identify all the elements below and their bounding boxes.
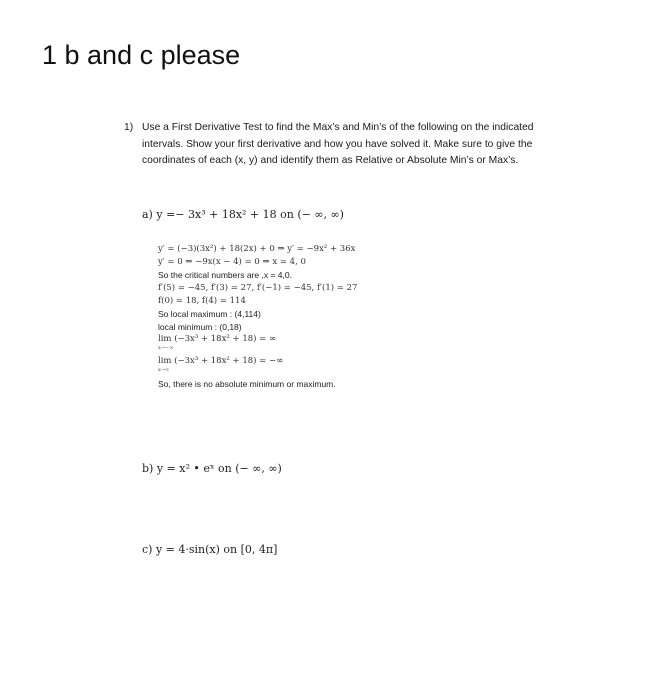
problem-instructions-block: [124, 120, 554, 170]
solution-line-function-values: f(0) = 18, f(4) = 114: [158, 296, 246, 306]
solution-limit-pos-inf: [158, 356, 458, 378]
part-a-expression: y =− 3x³ + 18x² + 18 on (− ∞, ∞): [156, 208, 344, 221]
solution-limit-neg-inf: [158, 334, 458, 356]
part-b-equation: [142, 462, 282, 475]
part-b-label: b): [142, 462, 154, 475]
limit-expression: lim (−3x³ + 18x² + 18) = ∞: [158, 334, 277, 344]
solution-line-local-min: local minimum : (0,18): [158, 322, 242, 332]
problem-document: [124, 120, 554, 170]
solution-line-zeros: y′ = 0 ⇒ −9x(x − 4) = 0 ⇒ x = 4, 0: [158, 257, 306, 267]
part-b-expression: y = x² • eˣ on (− ∞, ∞): [156, 462, 282, 475]
problem-instructions: Use a First Derivative Test to find the Max’s and Min’s of the following on the indicated intervals. Show your first derivative and how you have solved it. Make sure to give the coordinates of each (x, y) and identify them as Relative or Absolute Min’s or Max’s.: [142, 122, 534, 166]
solution-conclusion: So, there is no absolute minimum or maximum.: [158, 379, 336, 389]
part-a-equation: [142, 208, 344, 221]
solution-line-critical-numbers: So the critical numbers are ,x = 4,0.: [158, 270, 292, 280]
part-c-expression: y = 4·sin(x) on [0, 4π]: [155, 543, 278, 556]
part-a-solution: [158, 243, 458, 391]
part-a-label: a): [142, 208, 153, 221]
limit-expression: lim (−3x³ + 18x² + 18) = −∞: [158, 356, 284, 366]
problem-number: 1): [124, 122, 134, 133]
solution-line-derivative-tests: f′(5) = −45, f′(3) = 27, f′(−1) = −45, f′(1) = 27: [158, 283, 358, 293]
page-title: 1 b and c please: [42, 40, 241, 70]
solution-line-derivative: y′ = (−3)(3x²) + 18(2x) + 0 ⇒ y′ = −9x² + 36x: [158, 244, 356, 254]
solution-line-local-max: So local maximum : (4,114): [158, 309, 261, 319]
limit-subscript: x→∞: [158, 367, 170, 373]
part-c-equation: [142, 543, 277, 556]
part-c-label: c): [142, 543, 153, 556]
limit-subscript: x→−∞: [158, 345, 174, 351]
